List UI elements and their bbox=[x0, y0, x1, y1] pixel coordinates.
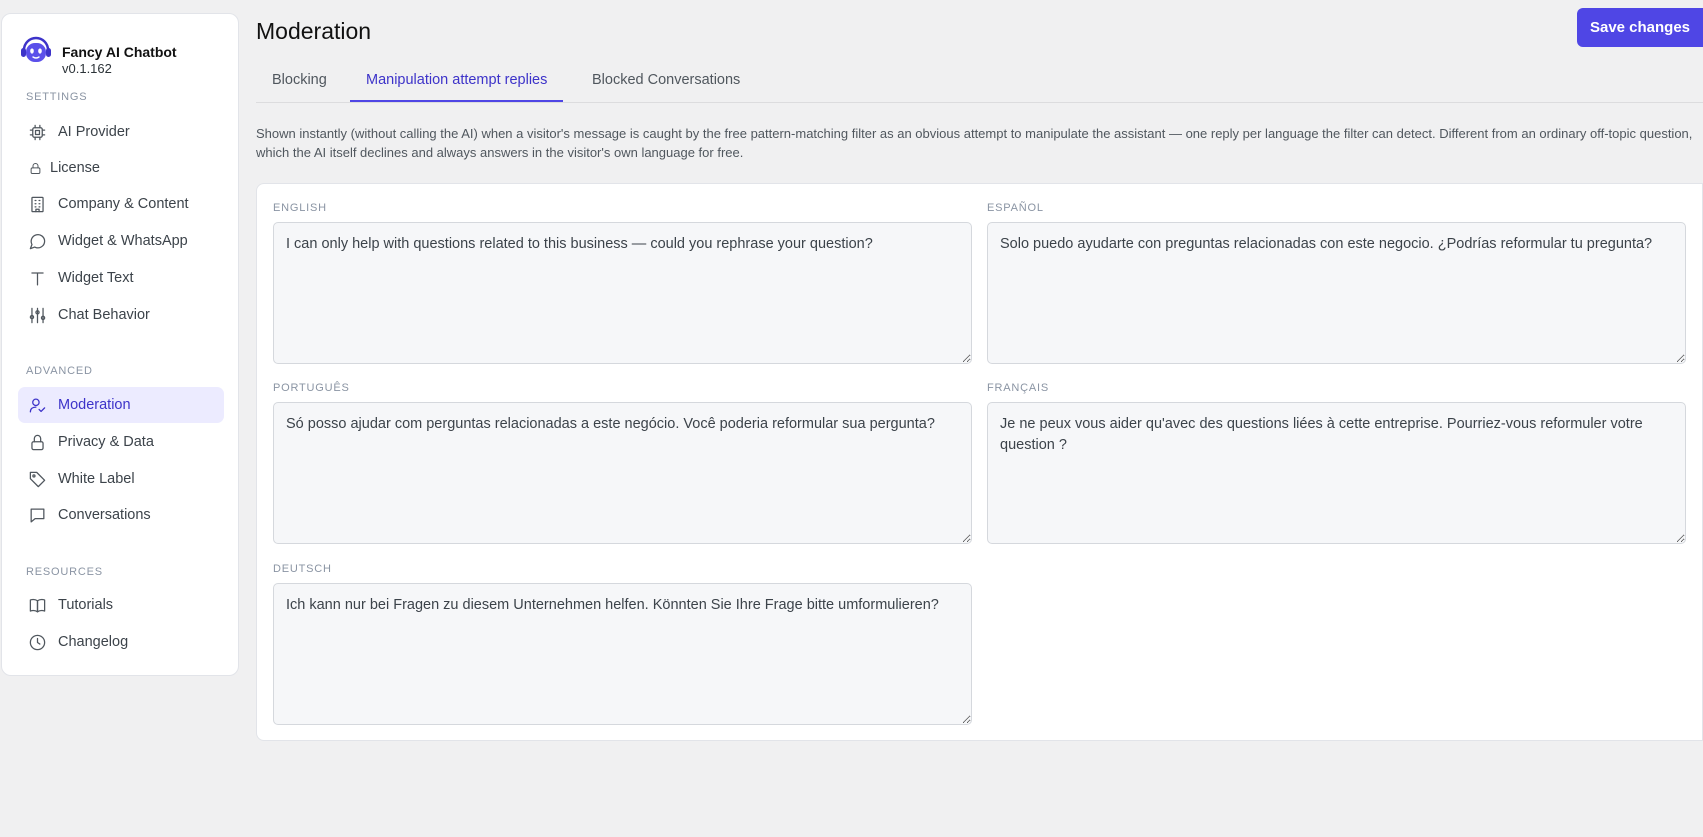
section-description: Shown instantly (without calling the AI) when a visitor's message is caught by the free pattern-matching filter as an obvious attempt to manipulate the assistant — one reply per language the filter can detect. Different from an ordinary off-topic question, which the AI itself declines and always answers in the visitor's own language for free. bbox=[256, 126, 1693, 160]
brand bbox=[18, 32, 177, 77]
reply-francais-field[interactable] bbox=[987, 402, 1686, 544]
app-version: v0.1.162 bbox=[62, 61, 112, 76]
sidebar-item-widget-whatsapp[interactable] bbox=[18, 223, 224, 259]
lock-icon bbox=[26, 157, 44, 179]
lock-icon bbox=[26, 431, 48, 453]
text-icon bbox=[26, 267, 48, 289]
section-title-advanced: ADVANCED bbox=[26, 365, 93, 377]
tab-bar bbox=[256, 58, 1703, 103]
reply-espanol-field[interactable] bbox=[987, 222, 1686, 364]
sidebar-item-conversations[interactable] bbox=[18, 497, 224, 533]
sidebar-item-label: Conversations bbox=[58, 507, 151, 523]
sidebar bbox=[1, 13, 239, 676]
building-icon bbox=[26, 193, 48, 215]
section-title-resources: RESOURCES bbox=[26, 566, 103, 578]
reply-english-field[interactable] bbox=[273, 222, 972, 364]
sidebar-item-tutorials[interactable] bbox=[18, 587, 224, 623]
sidebar-item-moderation[interactable] bbox=[18, 387, 224, 423]
sidebar-item-label: Changelog bbox=[58, 634, 129, 650]
reply-deutsch-field[interactable] bbox=[273, 583, 972, 725]
clock-icon bbox=[26, 631, 48, 653]
sidebar-item-label: Privacy & Data bbox=[58, 434, 154, 450]
chat-bubble-icon bbox=[26, 230, 48, 252]
replies-card bbox=[256, 183, 1703, 741]
sidebar-item-changelog[interactable] bbox=[18, 624, 224, 660]
sliders-icon bbox=[26, 304, 48, 326]
label-english: ENGLISH bbox=[273, 202, 327, 214]
label-francais: FRANÇAIS bbox=[987, 382, 1050, 394]
message-square-icon bbox=[26, 504, 48, 526]
sidebar-item-label: Chat Behavior bbox=[58, 307, 150, 323]
sidebar-item-company-content[interactable] bbox=[18, 186, 224, 222]
label-espanol: ESPAÑOL bbox=[987, 202, 1044, 214]
save-button[interactable]: Save changes bbox=[1577, 8, 1703, 47]
sidebar-item-label: Widget Text bbox=[58, 270, 134, 286]
reply-portugues-field[interactable] bbox=[273, 402, 972, 544]
label-deutsch: DEUTSCH bbox=[273, 563, 332, 575]
sidebar-item-chat-behavior[interactable] bbox=[18, 297, 224, 333]
user-check-icon bbox=[26, 394, 48, 416]
tab-manipulation-attempt-replies[interactable]: Manipulation attempt replies bbox=[350, 58, 563, 102]
sidebar-item-white-label[interactable] bbox=[18, 461, 224, 497]
sidebar-item-label: AI Provider bbox=[58, 124, 130, 140]
sidebar-item-widget-text[interactable] bbox=[18, 260, 224, 296]
chatbot-logo-icon bbox=[18, 32, 54, 68]
page-title: Moderation bbox=[256, 18, 372, 44]
chip-icon bbox=[26, 121, 48, 143]
app-name: Fancy AI Chatbot bbox=[62, 44, 177, 60]
tab-blocked-conversations[interactable]: Blocked Conversations bbox=[592, 72, 741, 88]
tab-blocking[interactable]: Blocking bbox=[272, 72, 327, 88]
sidebar-item-ai-provider[interactable] bbox=[18, 114, 224, 150]
section-title-settings: SETTINGS bbox=[26, 91, 88, 103]
sidebar-item-label: Tutorials bbox=[58, 597, 114, 613]
sidebar-item-license[interactable] bbox=[18, 150, 224, 186]
sidebar-item-label: License bbox=[50, 160, 100, 176]
book-icon bbox=[26, 594, 48, 616]
sidebar-item-label: White Label bbox=[58, 471, 135, 487]
tag-icon bbox=[26, 468, 48, 490]
label-portugues: PORTUGUÊS bbox=[273, 382, 350, 394]
sidebar-item-label: Company & Content bbox=[58, 196, 189, 212]
sidebar-item-label: Moderation bbox=[58, 397, 131, 413]
sidebar-item-privacy-data[interactable] bbox=[18, 424, 224, 460]
sidebar-item-label: Widget & WhatsApp bbox=[58, 233, 188, 249]
